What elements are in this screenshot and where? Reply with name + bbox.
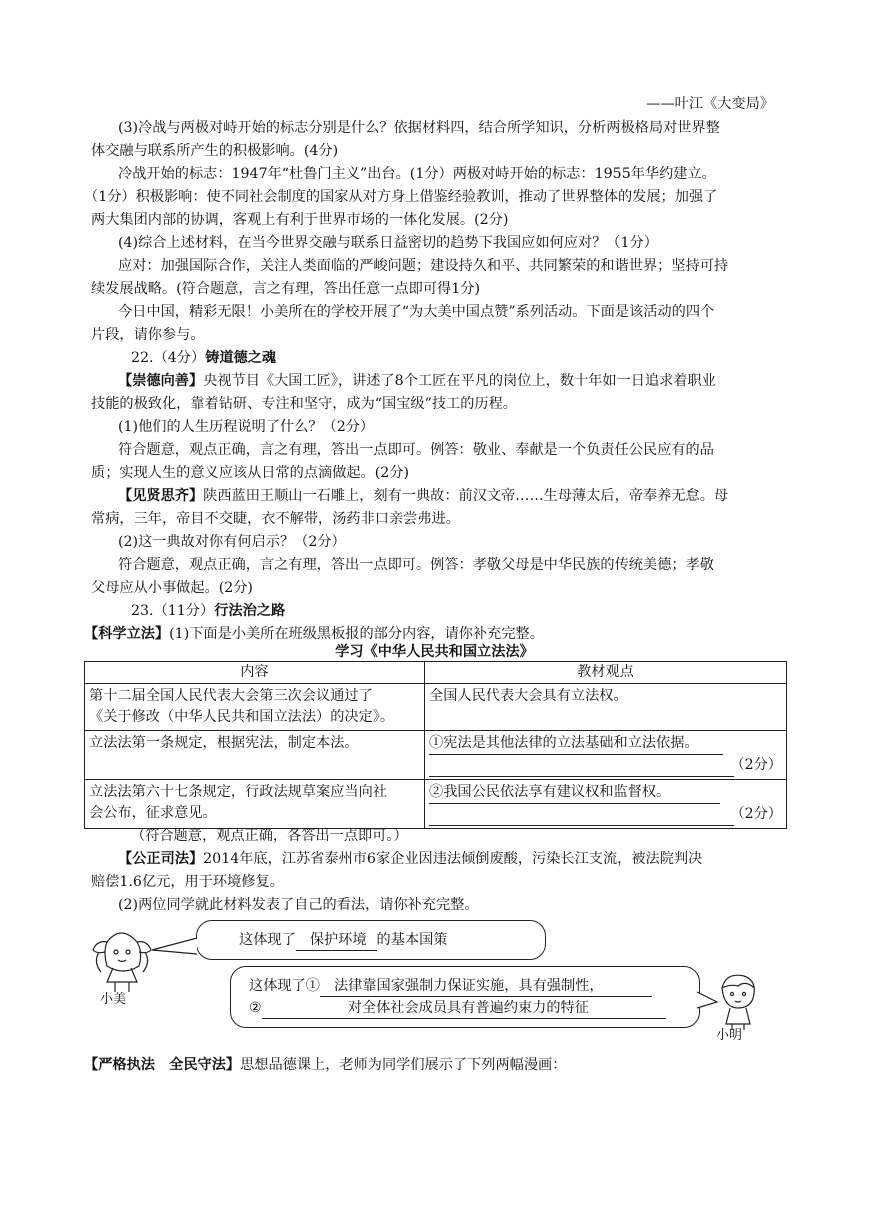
boy-illustration <box>712 970 764 1032</box>
q22-a2: 符合题意，观点正确，言之有理，答出一点即可。例答：孝敬父母是中华民族的传统美德；孝敬 <box>118 557 714 573</box>
q22-a1-cont: 质；实现人生的意义应该从日常的点滴做起。(2分) <box>91 465 410 481</box>
question-4: (4)综合上述材料，在当今世界交融与联系日益密切的趋势下我国应如何应对？（1分） <box>118 235 658 251</box>
q23-heading <box>131 601 285 621</box>
row3-blank-line <box>429 804 734 826</box>
q22-s2-tag: 【见贤思齐】 <box>118 488 204 504</box>
row3-content-l1: 立法法第六十七条规定，行政法规草案应当向社 <box>89 784 387 800</box>
q22-s2-text: 陕西蓝田王顺山一石雕上，刻有一典故：前汉文帝……生母薄太后，帝奉养无怠。母 <box>203 488 729 504</box>
q22-s2-cont: 常病，三年，帝目不交睫，衣不解带，汤药非口亲尝弗进。 <box>91 511 460 527</box>
answer-3: 冷战开始的标志：1947年“杜鲁门主义”出台。(1分）两极对峙开始的标志：1955年华约建立。 <box>118 166 716 182</box>
table-row <box>85 684 787 731</box>
answer-3-cont2: 两大集团内部的协调，客观上有利于世界市场的一体化发展。(2分) <box>91 212 509 228</box>
row3-points: （2分） <box>730 806 782 822</box>
bubble1-post: 的基本国策 <box>376 932 448 948</box>
q22-s1-cont: 技能的极致化，靠着钻研、专注和坚守，成为“国宝级”技工的历程。 <box>91 396 517 412</box>
q22-q2: (2)这一典故对你有何启示？（2分） <box>118 534 346 550</box>
row3-view-answer: ②我国公民依法享有建议权和监督权。 <box>429 782 720 804</box>
q22-s1-text: 央视节目《大国工匠》，讲述了8个工匠在平凡的岗位上，数十年如一日追求着职业 <box>203 373 716 389</box>
row3-content <box>85 780 425 829</box>
q22-q1: (1)他们的人生历程说明了什么？（2分） <box>118 419 375 435</box>
answer-4: 应对：加强国际合作，关注人类面临的严峻问题；建设持久和平、共同繁荣的和谐世界；坚持可持 <box>118 258 729 274</box>
row2-content: 立法法第一条规定，根据宪法，制定本法。 <box>85 731 425 780</box>
answer-3-cont: （1分）积极影响：使不同社会制度的国家从对方身上借鉴经验教训，推动了世界整体的发展；加强了 <box>84 189 718 205</box>
row1-content-l2: 《关于修改（中华人民共和国立法法）的决定》。 <box>89 709 395 725</box>
table-row <box>85 731 787 780</box>
table-row <box>85 780 787 829</box>
q23-s1-text: (1)下面是小美所在班级黑板报的部分内容，请你补充完整。 <box>169 626 544 642</box>
answer-4-cont: 续发展战略。(符合题意，言之有理，答出任意一点即可得1分) <box>91 281 480 297</box>
q23-s1 <box>84 624 544 644</box>
q22-a2-cont: 父母应从小事做起。(2分) <box>91 580 253 596</box>
q23-s2 <box>118 849 702 869</box>
char-xiaoming-label: 小明 <box>716 1028 743 1043</box>
q22-number: 22.（4分） <box>131 350 206 366</box>
law-table <box>84 661 787 829</box>
speech-bubble-xiaomei <box>196 920 546 960</box>
bubble2-l1-pre: 这体现了① <box>249 978 320 994</box>
intro-text-cont: 片段，请你参与。 <box>91 327 205 343</box>
table-note: （符合题意，观点正确，各答出一点即可。） <box>131 828 408 844</box>
speech-bubble-xiaoming <box>230 966 700 1028</box>
q22-heading <box>131 348 276 368</box>
bubble1-pre: 这体现了 <box>239 932 296 948</box>
bubble1-tail <box>150 936 200 960</box>
q22-title: 铸道德之魂 <box>205 350 277 366</box>
row3-view <box>425 780 787 829</box>
q22-s2 <box>118 486 728 506</box>
row2-view-answer: ①宪法是其他法律的立法基础和立法依据。 <box>429 733 723 755</box>
row3-content-l2: 会公布，征求意见。 <box>89 805 217 821</box>
bubble2-answer2: 对全体社会成员具有普遍约束力的特征 <box>262 998 666 1019</box>
attribution: ——叶江《大变局》 <box>646 96 774 112</box>
row1-view: 全国人民代表大会具有立法权。 <box>425 684 787 731</box>
row2-points: （2分） <box>730 757 782 773</box>
bubble2-line1 <box>249 976 652 997</box>
question-3-cont: 体交融与联系所产生的积极影响。(4分) <box>91 143 339 159</box>
q23-s1-tag: 【科学立法】 <box>84 626 170 642</box>
bubble1-text <box>239 930 447 951</box>
q22-a1: 符合题意，观点正确，言之有理，答出一点即可。例答：敬业、奉献是一个负责任公民应有的品 <box>118 442 714 458</box>
bubble2-line2 <box>249 998 666 1019</box>
char-xiaomei-label: 小美 <box>100 992 127 1007</box>
q23-s3-text: 思想品德课上，老师为同学们展示了下列两幅漫画： <box>240 1057 567 1073</box>
table-header-row <box>85 662 787 684</box>
bubble2-answer1: 法律靠国家强制力保证实施，具有强制性， <box>320 976 652 997</box>
row2-view <box>425 731 787 780</box>
q23-s2-tag: 【公正司法】 <box>118 851 204 867</box>
q23-s2-cont: 赔偿1.6亿元，用于环境修复。 <box>91 874 284 890</box>
q23-number: 23.（11分） <box>131 603 215 619</box>
q23-q2: (2)两位同学就此材料发表了自己的看法，请你补充完整。 <box>118 897 479 913</box>
q23-s3-tag: 【严格执法 全民守法】 <box>84 1057 241 1073</box>
col-header-view: 教材观点 <box>425 662 787 684</box>
question-3: (3)冷战与两极对峙开始的标志分别是什么？依据材料四，结合所学知识，分析两极格局对世界整 <box>118 120 720 136</box>
row1-content <box>85 684 425 731</box>
intro-text: 今日中国，精彩无限！小美所在的学校开展了“为大美中国点赞”系列活动。下面是该活动的四个 <box>118 304 715 320</box>
bubble2-l2-pre: ② <box>249 1000 262 1016</box>
q22-s1-tag: 【崇德向善】 <box>118 373 204 389</box>
q23-title: 行法治之路 <box>214 603 286 619</box>
q23-s2-text: 2014年底，江苏省泰州市6家企业因违法倾倒废酸，污染长江支流，被法院判决 <box>203 851 703 867</box>
q22-s1 <box>118 371 716 391</box>
q23-s3 <box>84 1055 566 1075</box>
col-header-content: 内容 <box>85 662 425 684</box>
row1-content-l1: 第十二届全国人民代表大会第三次会议通过了 <box>89 688 373 704</box>
bubble1-answer: 保护环境 <box>296 930 377 951</box>
table-title: 学习《中华人民共和国立法法》 <box>335 644 534 660</box>
row2-blank-line <box>429 755 734 777</box>
